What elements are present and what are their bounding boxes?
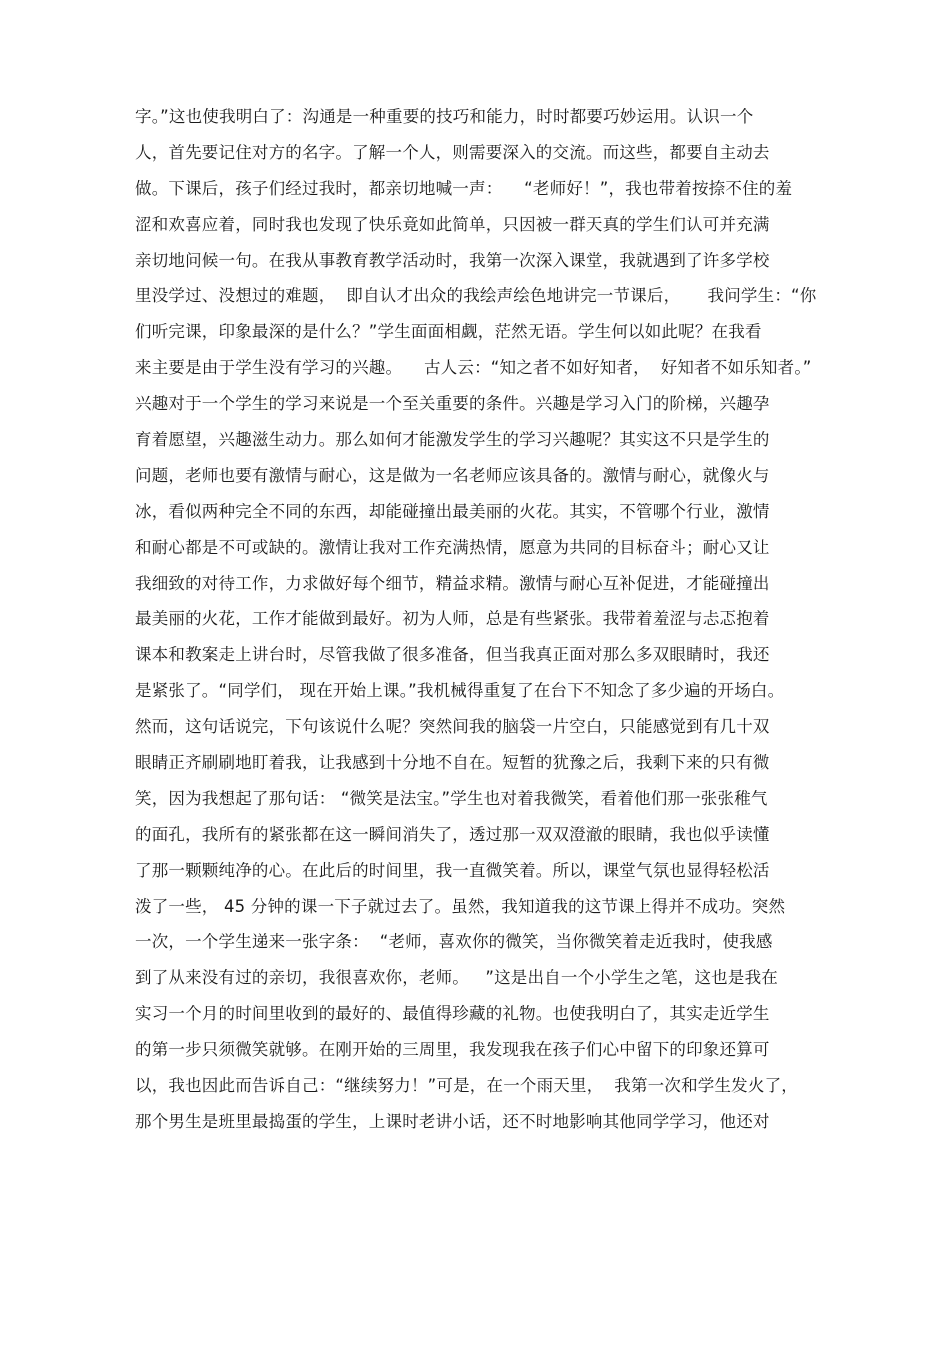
text-line: 冰，看似两种完全不同的东西，却能碰撞出最美丽的火花。其实，不管哪个行业，激情	[135, 501, 770, 521]
text-line: 问题，老师也要有激情与耐心，这是做为一名老师应该具备的。激情与耐心，就像火与	[135, 465, 770, 485]
text-line: 涩和欢喜应着，同时我也发现了快乐竟如此简单，只因被一群天真的学生们认可并充满	[135, 214, 770, 234]
text-line: 那个男生是班里最捣蛋的学生，上课时老讲小话，还不时地影响其他同学学习，他还对	[135, 1111, 770, 1131]
text-line: 泼了一些， 45 分钟的课一下子就过去了。虽然，我知道我的这节课上得并不成功。突然	[135, 896, 786, 916]
text-line: 来主要是由于学生没有学习的兴趣。 古人云：“知之者不如好知者， 好知者不如乐知者。”	[135, 358, 812, 378]
text-line: 课本和教案走上讲台时，尽管我做了很多准备，但当我真正面对那么多双眼睛时，我还	[135, 645, 770, 665]
text-line: 的面孔，我所有的紧张都在这一瞬间消失了，透过那一双双澄澈的眼睛，我也似乎读懂	[135, 824, 770, 844]
text-line: 人，首先要记住对方的名字。了解一个人，则需要深入的交流。而这些，都要自主动去	[135, 142, 770, 162]
text-line: 到了从来没有过的亲切，我很喜欢你，老师。 ”这是出自一个小学生之笔，这也是我在	[135, 968, 778, 988]
text-line: 最美丽的火花，工作才能做到最好。初为人师，总是有些紧张。我带着羞涩与忐忑抱着	[135, 609, 770, 629]
text-line: 眼睛正齐刷刷地盯着我，让我感到十分地不自在。短暂的犹豫之后，我剩下来的只有微	[135, 753, 770, 773]
text-line: 是紧张了。“同学们， 现在开始上课。”我机械得重复了在台下不知念了多少遍的开场白。	[135, 681, 785, 701]
text-line: 亲切地问候一句。在我从事教育教学活动时，我第一次深入课堂，我就遇到了许多学校	[135, 250, 770, 270]
text-line: 们听完课，印象最深的是什么？”学生面面相觑，茫然无语。学生何以如此呢？在我看	[135, 322, 762, 342]
text-line: 里没学过、没想过的难题， 即自认才出众的我绘声绘色地讲完一节课后， 我问学生：“你	[135, 286, 817, 306]
text-line: 实习一个月的时间里收到的最好的、最值得珍藏的礼物。也使我明白了，其实走近学生	[135, 1004, 770, 1024]
text-line: 一次，一个学生递来一张字条： “老师，喜欢你的微笑，当你微笑着走近我时，使我感	[135, 932, 773, 952]
text-line: 和耐心都是不可或缺的。激情让我对工作充满热情，愿意为共同的目标奋斗；耐心又让	[135, 537, 770, 557]
text-body	[135, 103, 870, 1144]
text-line: 了那一颗颗纯净的心。在此后的时间里，我一直微笑着。所以，课堂气氛也显得轻松活	[135, 860, 770, 880]
text-line: 我细致的对待工作，力求做好每个细节，精益求精。激情与耐心互补促进，才能碰撞出	[135, 573, 770, 593]
text-line: 然而，这句话说完，下句该说什么呢？突然间我的脑袋一片空白，只能感觉到有几十双	[135, 717, 770, 737]
text-line: 笑，因为我想起了那句话： “微笑是法宝。”学生也对着我微笑，看着他们那一张张稚气	[135, 788, 768, 808]
text-line: 字。”这也使我明白了：沟通是一种重要的技巧和能力，时时都要巧妙运用。认识一个	[135, 107, 754, 126]
text-line: 的第一步只须微笑就够。在刚开始的三周里，我发现我在孩子们心中留下的印象还算可	[135, 1040, 770, 1060]
text-line: 做。下课后，孩子们经过我时，都亲切地喊一声： “老师好！”，我也带着按捺不住的羞	[135, 178, 793, 198]
text-line: 以，我也因此而告诉自己：“继续努力！”可是，在一个雨天里， 我第一次和学生发火了，	[135, 1076, 798, 1096]
text-line: 育着愿望，兴趣滋生动力。那么如何才能激发学生的学习兴趣呢？其实这不只是学生的	[135, 430, 770, 450]
text-line: 兴趣对于一个学生的学习来说是一个至关重要的条件。兴趣是学习入门的阶梯，兴趣孕	[135, 394, 770, 414]
